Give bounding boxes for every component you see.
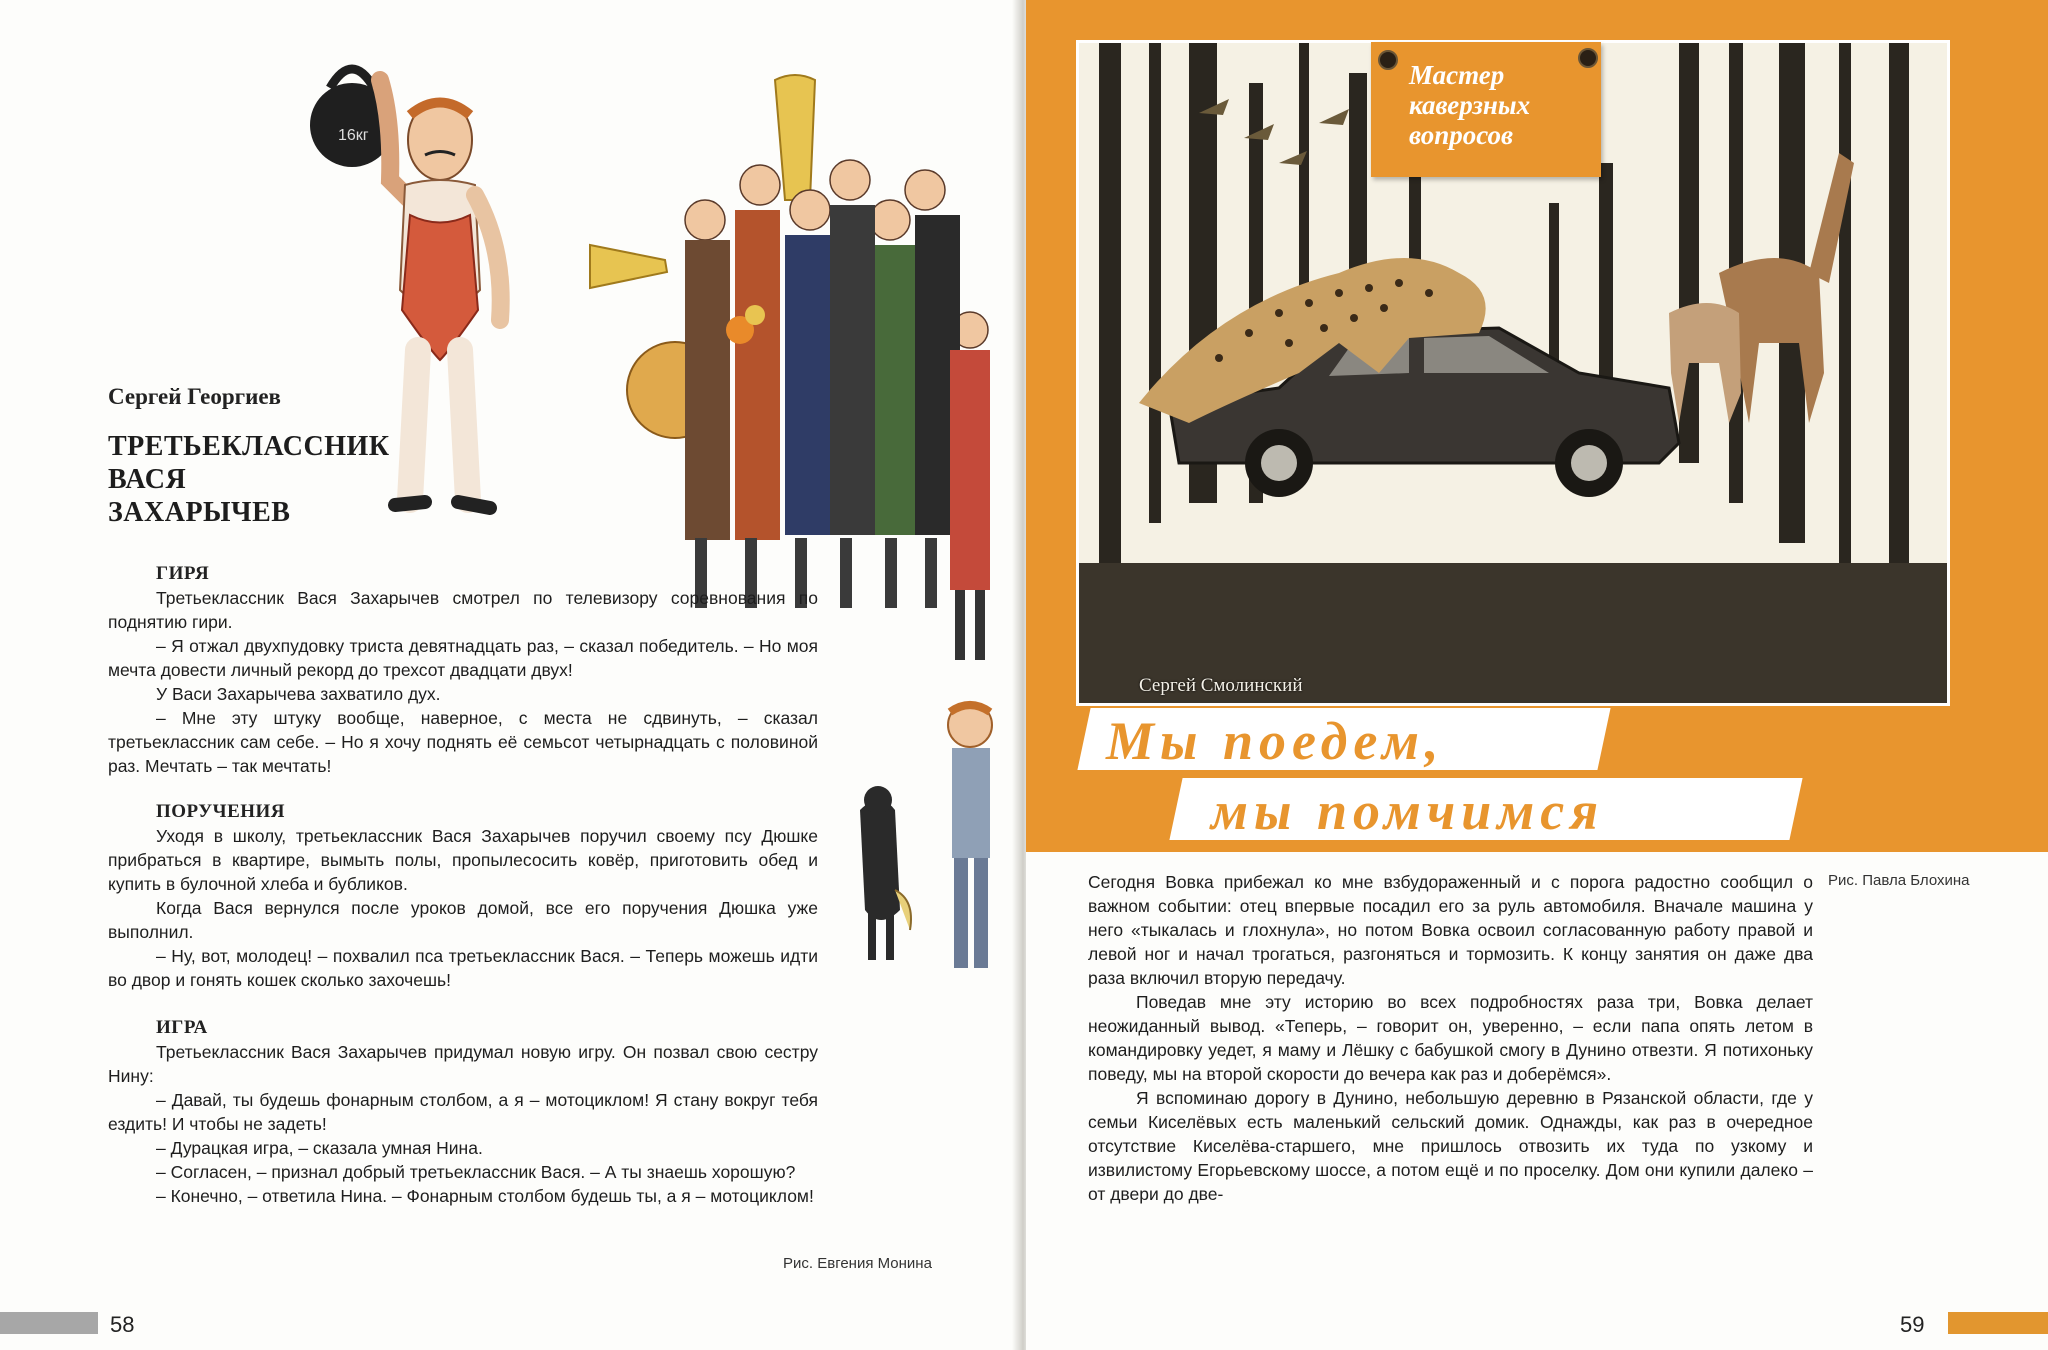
paragraph: Когда Вася вернулся после уроков домой, все его поручения Дюшка уже выполнил. — [108, 898, 818, 942]
section-heading: ГИРЯ — [156, 563, 210, 584]
paragraph: У Васи Захарычева захватило дух. — [156, 684, 441, 704]
article-body — [1088, 870, 1813, 1206]
rubric-line: каверзных — [1409, 90, 1531, 120]
story-title — [108, 430, 428, 529]
paragraph: – Ну, вот, молодец! – похвалил пса третьеклассник Вася. – Теперь можешь идти во двор и гонять кошек сколько захочешь! — [108, 946, 818, 990]
paragraph: – Согласен, – признал добрый третьеклассник Вася. – А ты знаешь хорошую? — [156, 1162, 796, 1182]
pin-icon — [1578, 48, 1598, 68]
page-number: 58 — [110, 1312, 135, 1337]
paragraph: – Дурацкая игра, – сказала умная Нина. — [156, 1138, 483, 1158]
paragraph: – Мне эту штуку вообще, наверное, с места не сдвинуть, – сказал третьеклассник сам себе. – Но я хочу поднять её семьсот четырнадцать с половиной раз. Мечтать – так мечтать! — [108, 708, 818, 776]
illustration-credit: Рис. Павла Блохина — [1828, 872, 1970, 889]
illustration-author: Сергей Смолинский — [1139, 675, 1303, 696]
page-number: 59 — [1900, 1312, 1925, 1337]
paragraph: Третьеклассник Вася Захарычев придумал новую игру. Он позвал свою сестру Нину: — [108, 1042, 818, 1086]
story-title-line: ВАСЯ — [108, 464, 187, 495]
paragraph: Поведав мне эту историю во всех подробностях раза три, Вовка делает неожиданный вывод. «Теперь, – говорит он, уверенно, – если папа опять летом в командировку уедет, я маму и Лёшку с бабушкой смогу в Дунино отвезти. Я потихоньку поведу, мы на второй скорости до вечера как раз и доберёмся». — [1088, 992, 1813, 1084]
rubric-label — [1371, 42, 1601, 177]
page-number-bar — [0, 1312, 98, 1334]
article-title-line2: мы помчимся — [1211, 781, 1605, 841]
paragraph: – Я отжал двухпудовку триста девятнадцать раз, – сказал победитель. – Но моя мечта довести личный рекорд до трехсот двадцати двух! — [108, 636, 818, 680]
rubric-line: Мастер — [1409, 60, 1505, 90]
rubric-line: вопросов — [1409, 120, 1514, 150]
author-name: Сергей Георгиев — [108, 384, 281, 409]
section-igra — [108, 1016, 818, 1208]
left-page — [0, 0, 1018, 1350]
section-porucheniya — [108, 800, 818, 992]
boy-and-dog-illustration — [840, 700, 1018, 980]
section-girya — [108, 562, 818, 778]
right-page — [1026, 0, 2048, 1350]
paragraph: – Давай, ты будешь фонарным столбом, а я – мотоциклом! Я стану вокруг тебя ездить! И чтобы не задеть! — [108, 1090, 818, 1134]
paragraph: Сегодня Вовка прибежал ко мне взбудораженный и с порога радостно сообщил о важном событии: отец впервые посадил его за руль автомобиля. Вначале машина у него «тыкалась и глохнула», но потом Вовка освоил согласованную работу правой и левой ног и начал трогаться, разгоняться и тормозить. К концу занятия он даже два раза включил вторую передачу. — [1088, 872, 1813, 988]
paragraph: – Конечно, – ответила Нина. – Фонарным столбом будешь ты, а я – мотоциклом! — [156, 1186, 814, 1206]
paragraph: Я вспоминаю дорогу в Дунино, небольшую деревню в Рязанской области, где у семьи Киселёвых есть маленький сельский домик. Однажды, как раз в очередное отсутствие Киселёва-старшего, мне пришлось отвозить их туда по узкому и извилистому Егорьевскому шоссе, а потом ещё и по проселку. Дом они купили далеко – от двери до две- — [1088, 1088, 1813, 1204]
paragraph: Уходя в школу, третьеклассник Вася Захарычев поручил своему псу Дюшке прибраться в квартире, вымыть полы, пропылесосить ковёр, приготовить обед и купить в булочной хлеба и бубликов. — [108, 826, 818, 894]
page-number-bar — [1948, 1312, 2048, 1334]
kettlebell-label: 16кг — [338, 127, 369, 144]
section-heading: ПОРУЧЕНИЯ — [156, 801, 286, 822]
paragraph: Третьеклассник Вася Захарычев смотрел по телевизору соревнования по поднятию гири. — [108, 588, 818, 632]
article-title-line1: Мы поедем, — [1106, 711, 1445, 771]
illustration-credit: Рис. Евгения Монина — [783, 1255, 932, 1272]
story-title-line: ТРЕТЬЕКЛАССНИК — [108, 431, 390, 462]
section-heading: ИГРА — [156, 1017, 208, 1038]
pin-icon — [1378, 50, 1398, 70]
story-title-line: ЗАХАРЫЧЕВ — [108, 497, 291, 528]
